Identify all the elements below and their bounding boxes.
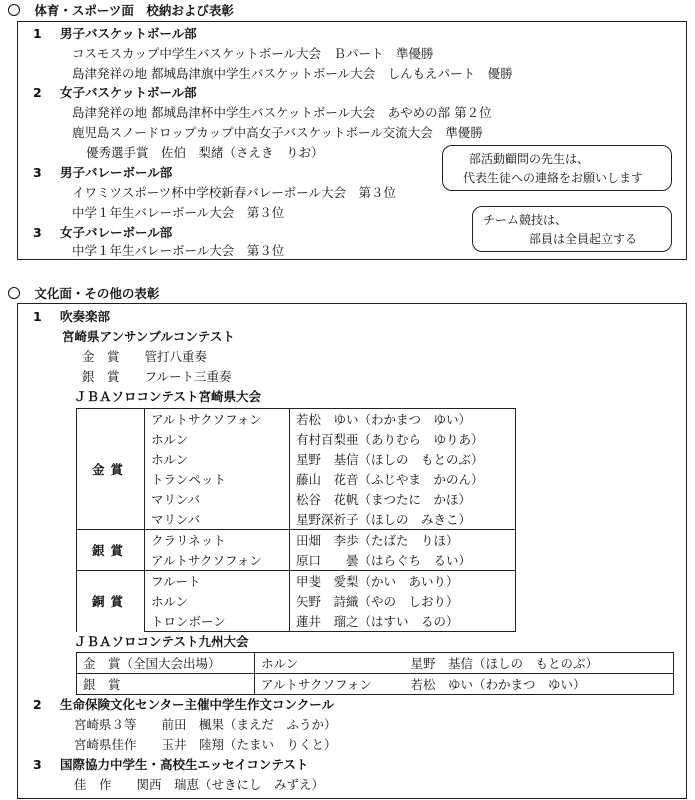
award-cell: 金 賞（全国大会出場） (77, 653, 255, 674)
table-row (77, 530, 516, 551)
award-cell: 銀賞 (77, 530, 145, 571)
section-title: 男子バレーボール部 (60, 165, 173, 180)
instrument-cell: ホルン (145, 449, 290, 469)
name-cell: 星野 基信（ほしの もとのぶ） (405, 653, 674, 674)
section-title: 吹奏楽部 (60, 309, 111, 324)
circle-bullet-icon (8, 287, 20, 299)
name-cell: 田畑 李歩（たばた りほ） (290, 530, 516, 551)
note-line: 部活動顧問の先生は、 (469, 152, 590, 166)
table-row (77, 571, 516, 592)
instrument-cell: ホルン (145, 429, 290, 449)
award-cell: 銅賞 (77, 571, 145, 632)
instrument-cell: マリンバ (145, 509, 290, 530)
name-cell: 有村百梨亜（ありむら ゆりあ） (290, 429, 516, 449)
name-cell: 藤山 花音（ふじやま かのん） (290, 469, 516, 489)
award-line: 島津発祥の地 都城島津旗中学生バスケットボール大会 しんもえパート 優勝 (72, 66, 513, 81)
section-number: 2 (33, 697, 42, 712)
award-cell: 銀 賞 (77, 674, 255, 695)
section-number: 3 (33, 757, 42, 772)
section-title: 生命保険文化センター主催中学生作文コンクール (60, 697, 335, 712)
note-advisor (442, 145, 672, 191)
section-number: 2 (33, 85, 42, 100)
award-line: イワミツスポーツ杯中学校新春バレーボール大会 第３位 (72, 185, 397, 200)
contest-title: 宮崎県アンサンブルコンテスト (62, 329, 235, 344)
section-title: 国際協力中学生・高校生エッセイコンテスト (60, 757, 309, 772)
name-cell: 矢野 詩織（やの しおり） (290, 591, 516, 611)
award-line: 銀 賞 フルート三重奏 (82, 369, 232, 384)
note-team (472, 206, 672, 252)
award-line: 宮崎県３等 前田 楓果（まえだ ふうか） (74, 717, 337, 732)
name-cell: 松谷 花帆（まつたに かほ） (290, 489, 516, 509)
award-line: 優秀選手賞 佐伯 梨緒（さえき りお） (86, 145, 324, 160)
sports-heading: 体育・スポーツ面 校納および表彰 (34, 3, 234, 18)
culture-heading-row (8, 286, 159, 302)
section-title: 男子バスケットボール部 (60, 26, 197, 41)
section-title: 女子バレーボール部 (60, 225, 173, 240)
name-cell: 若松 ゆい（わかまつ ゆい） (405, 674, 674, 695)
award-line: 島津発祥の地 都城島津杯中学生バスケットボール大会 あやめの部 第２位 (72, 105, 492, 120)
name-cell: 星野 基信（ほしの もとのぶ） (290, 449, 516, 469)
award-line: 中学１年生バレーボール大会 第３位 (72, 243, 285, 258)
section-number: 1 (33, 309, 42, 324)
table-row (77, 674, 674, 695)
award-line: 中学１年生バレーボール大会 第３位 (72, 205, 285, 220)
instrument-cell: ホルン (255, 653, 405, 674)
instrument-cell: フルート (145, 571, 290, 592)
award-line: 佳 作 関西 瑞恵（せきにし みずえ） (74, 777, 325, 792)
award-line: 宮崎県佳作 玉井 陸翔（たまい りくと） (74, 737, 337, 752)
instrument-cell: アルトサクソフォン (255, 674, 405, 695)
award-line: 金 賞 管打八重奏 (82, 349, 208, 364)
contest-title: ＪＢＡソロコンテスト宮崎県大会 (74, 389, 262, 404)
culture-heading: 文化面・その他の表彰 (34, 286, 160, 301)
instrument-cell: トロンボーン (145, 611, 290, 632)
note-line: 部員は全員起立する (529, 232, 638, 246)
name-cell: 蓮井 瑠之（はすい るの） (290, 611, 516, 632)
award-line: 鹿児島スノードロップカップ中高女子バスケットボール交流大会 準優勝 (72, 125, 483, 140)
solo-prefecture-table (76, 408, 516, 632)
sports-heading-row (8, 3, 234, 19)
name-cell: 原口 曇（はらぐち るい） (290, 550, 516, 571)
award-line: コスモスカップ中学生バスケットボール大会 Ｂパート 準優勝 (72, 46, 434, 61)
instrument-cell: ホルン (145, 591, 290, 611)
note-line: 代表生徒への連絡をお願いします (463, 171, 644, 185)
contest-title: ＪＢＡソロコンテスト九州大会 (74, 634, 249, 649)
name-cell: 星野深祈子（ほしの みきこ） (290, 509, 516, 530)
section-number: 3 (33, 225, 42, 240)
table-row (77, 409, 516, 430)
instrument-cell: マリンバ (145, 489, 290, 509)
section-number: 1 (33, 26, 42, 41)
name-cell: 若松 ゆい（わかまつ ゆい） (290, 409, 516, 430)
section-number: 3 (33, 165, 42, 180)
award-cell: 金賞 (77, 409, 145, 530)
section-title: 女子バスケットボール部 (60, 85, 197, 100)
solo-kyushu-table (76, 652, 674, 695)
instrument-cell: アルトサクソフォン (145, 550, 290, 571)
table-row (77, 653, 674, 674)
instrument-cell: トランペット (145, 469, 290, 489)
name-cell: 甲斐 愛梨（かい あいり） (290, 571, 516, 592)
instrument-cell: クラリネット (145, 530, 290, 551)
circle-bullet-icon (8, 4, 20, 16)
note-line: チーム競技は、 (483, 213, 568, 227)
instrument-cell: アルトサクソフォン (145, 409, 290, 430)
